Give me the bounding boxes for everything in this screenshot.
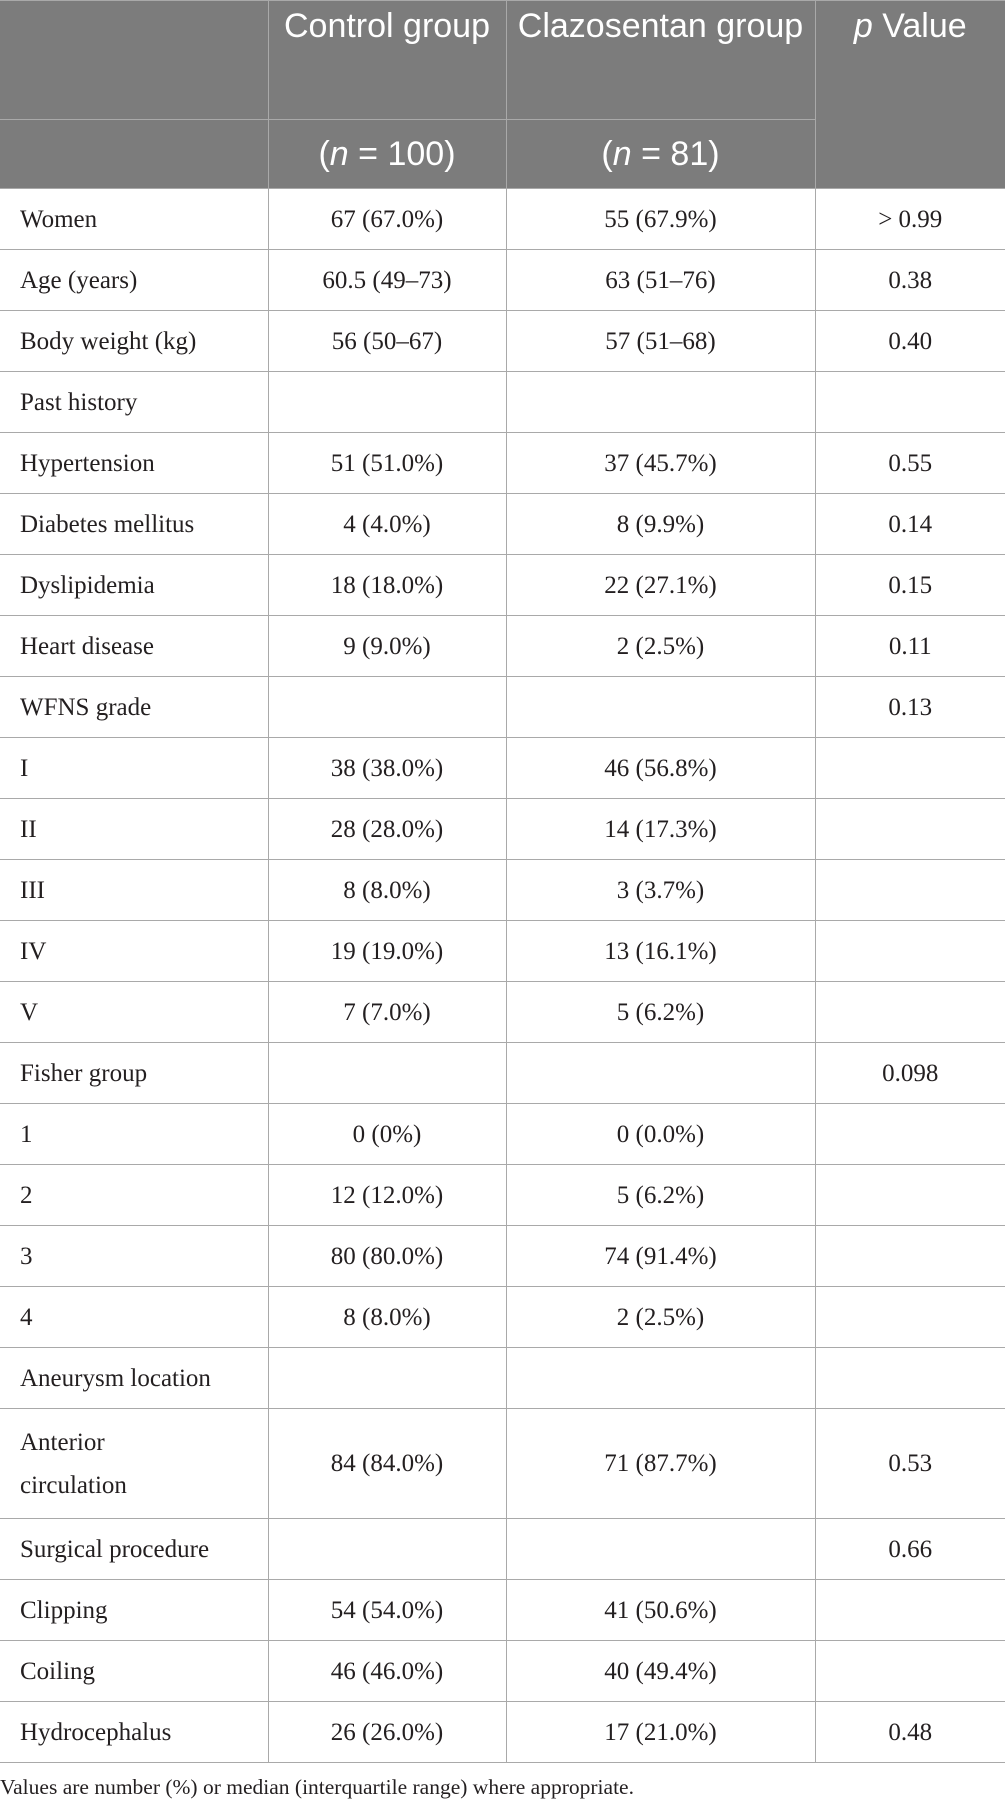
p-value-cell [815,1348,1005,1409]
p-value-cell [815,921,1005,982]
control-value-cell: 18 (18.0%) [268,555,506,616]
table-row [0,433,1005,494]
clazosentan-value-cell: 14 (17.3%) [506,799,815,860]
table-row [0,1043,1005,1104]
row-label-cell: Aneurysm location [0,1348,268,1409]
p-value-cell: 0.098 [815,1043,1005,1104]
control-value-cell: 7 (7.0%) [268,982,506,1043]
control-value-cell [268,1348,506,1409]
p-value-cell: 0.40 [815,311,1005,372]
clazosentan-value-cell: 41 (50.6%) [506,1580,815,1641]
table-row [0,1580,1005,1641]
clazosentan-value-cell [506,1519,815,1580]
control-value-cell: 38 (38.0%) [268,738,506,799]
clazosentan-value-cell: 2 (2.5%) [506,616,815,677]
table-row [0,494,1005,555]
header-clazosentan-title: Clazosentan group [517,7,804,45]
header-corner-cell-2 [0,120,268,189]
p-value-cell: 0.14 [815,494,1005,555]
table-row [0,616,1005,677]
p-value-cell [815,1226,1005,1287]
header-clazosentan-n [506,120,815,189]
row-label-cell: I [0,738,268,799]
p-value-cell [815,1287,1005,1348]
table-row [0,860,1005,921]
control-value-cell: 84 (84.0%) [268,1409,506,1519]
control-value-cell [268,677,506,738]
control-value-cell [268,1519,506,1580]
p-value-cell [815,799,1005,860]
table-row [0,799,1005,860]
control-value-cell: 54 (54.0%) [268,1580,506,1641]
p-value-cell [815,1641,1005,1702]
control-value-cell: 51 (51.0%) [268,433,506,494]
p-value-cell [815,860,1005,921]
header-control-n [268,120,506,189]
control-value-cell: 0 (0%) [268,1104,506,1165]
clazosentan-value-cell: 71 (87.7%) [506,1409,815,1519]
clazosentan-value-cell: 74 (91.4%) [506,1226,815,1287]
clazosentan-value-cell: 55 (67.9%) [506,189,815,250]
row-label-cell: II [0,799,268,860]
row-label-cell: WFNS grade [0,677,268,738]
clazosentan-value-cell: 5 (6.2%) [506,1165,815,1226]
p-value-cell: 0.55 [815,433,1005,494]
header-p-value [815,1,1005,189]
clazosentan-value-cell: 40 (49.4%) [506,1641,815,1702]
clazosentan-value-cell: 37 (45.7%) [506,433,815,494]
p-value-cell: > 0.99 [815,189,1005,250]
p-value-cell [815,1165,1005,1226]
clazosentan-value-cell [506,372,815,433]
clazosentan-value-cell: 17 (21.0%) [506,1702,815,1763]
table-body [0,189,1005,1763]
p-value-cell: 0.11 [815,616,1005,677]
row-label-cell: V [0,982,268,1043]
table-row [0,372,1005,433]
row-label-cell: Women [0,189,268,250]
control-value-cell: 46 (46.0%) [268,1641,506,1702]
control-value-cell: 26 (26.0%) [268,1702,506,1763]
clazosentan-value-cell: 57 (51–68) [506,311,815,372]
clazosentan-value-cell: 3 (3.7%) [506,860,815,921]
header-clazosentan-n-text: (n = 81) [601,135,720,173]
table-row [0,1641,1005,1702]
control-value-cell: 9 (9.0%) [268,616,506,677]
control-value-cell: 8 (8.0%) [268,860,506,921]
row-label-cell: Dyslipidemia [0,555,268,616]
p-value-cell: 0.15 [815,555,1005,616]
clazosentan-value-cell [506,1043,815,1104]
clazosentan-value-cell: 2 (2.5%) [506,1287,815,1348]
table-row [0,921,1005,982]
table-row [0,555,1005,616]
table-row [0,1348,1005,1409]
header-control-title: Control group [283,7,490,45]
clazosentan-value-cell: 13 (16.1%) [506,921,815,982]
table-row [0,738,1005,799]
control-value-cell: 80 (80.0%) [268,1226,506,1287]
p-value-cell [815,1104,1005,1165]
row-label-cell: 2 [0,1165,268,1226]
header-corner-cell [0,1,268,120]
table-row [0,677,1005,738]
header-row-1 [0,1,1005,120]
header-control-group [268,1,506,120]
table-row [0,1702,1005,1763]
control-value-cell: 28 (28.0%) [268,799,506,860]
p-value-cell [815,1580,1005,1641]
row-label-cell: Anterior circulation [0,1409,268,1519]
clazosentan-value-cell [506,677,815,738]
row-label-cell: Coiling [0,1641,268,1702]
control-value-cell: 8 (8.0%) [268,1287,506,1348]
table-row [0,189,1005,250]
table-row [0,250,1005,311]
p-value-cell: 0.53 [815,1409,1005,1519]
p-value-cell: 0.66 [815,1519,1005,1580]
row-label-cell: III [0,860,268,921]
table-row [0,1226,1005,1287]
header-control-n-text: (n = 100) [318,135,456,173]
control-value-cell: 60.5 (49–73) [268,250,506,311]
table-row [0,1409,1005,1519]
clazosentan-value-cell: 46 (56.8%) [506,738,815,799]
p-value-cell [815,982,1005,1043]
header-p-italic: p [853,7,873,45]
p-value-cell: 0.38 [815,250,1005,311]
table-header [0,1,1005,189]
table-row [0,1104,1005,1165]
row-label-cell: Past history [0,372,268,433]
control-value-cell [268,1043,506,1104]
clazosentan-value-cell: 22 (27.1%) [506,555,815,616]
row-label-cell: Diabetes mellitus [0,494,268,555]
p-value-cell: 0.48 [815,1702,1005,1763]
header-p-rest: Value [872,7,967,45]
control-value-cell [268,372,506,433]
clazosentan-value-cell: 5 (6.2%) [506,982,815,1043]
p-value-cell: 0.13 [815,677,1005,738]
row-label-cell: Clipping [0,1580,268,1641]
row-label-cell: Hypertension [0,433,268,494]
clazosentan-value-cell: 8 (9.9%) [506,494,815,555]
row-label-cell: Fisher group [0,1043,268,1104]
row-label-cell: 1 [0,1104,268,1165]
control-value-cell: 12 (12.0%) [268,1165,506,1226]
row-label-cell: Heart disease [0,616,268,677]
row-label-cell: Body weight (kg) [0,311,268,372]
row-label-cell: Surgical procedure [0,1519,268,1580]
row-label-cell: 4 [0,1287,268,1348]
header-clazosentan-group [506,1,815,120]
row-label-cell: 3 [0,1226,268,1287]
table-footnote: Values are number (%) or median (interquartile range) where appropriate. [0,1775,634,1799]
row-label-cell: Age (years) [0,250,268,311]
row-label-cell: Hydrocephalus [0,1702,268,1763]
control-value-cell: 19 (19.0%) [268,921,506,982]
table-row [0,311,1005,372]
row-label-cell: IV [0,921,268,982]
p-value-cell [815,738,1005,799]
table-row [0,1519,1005,1580]
p-value-cell [815,372,1005,433]
control-value-cell: 4 (4.0%) [268,494,506,555]
control-value-cell: 67 (67.0%) [268,189,506,250]
clazosentan-value-cell: 0 (0.0%) [506,1104,815,1165]
clazosentan-value-cell [506,1348,815,1409]
table-row [0,1287,1005,1348]
table-row [0,982,1005,1043]
clazosentan-value-cell: 63 (51–76) [506,250,815,311]
control-value-cell: 56 (50–67) [268,311,506,372]
table-row [0,1165,1005,1226]
